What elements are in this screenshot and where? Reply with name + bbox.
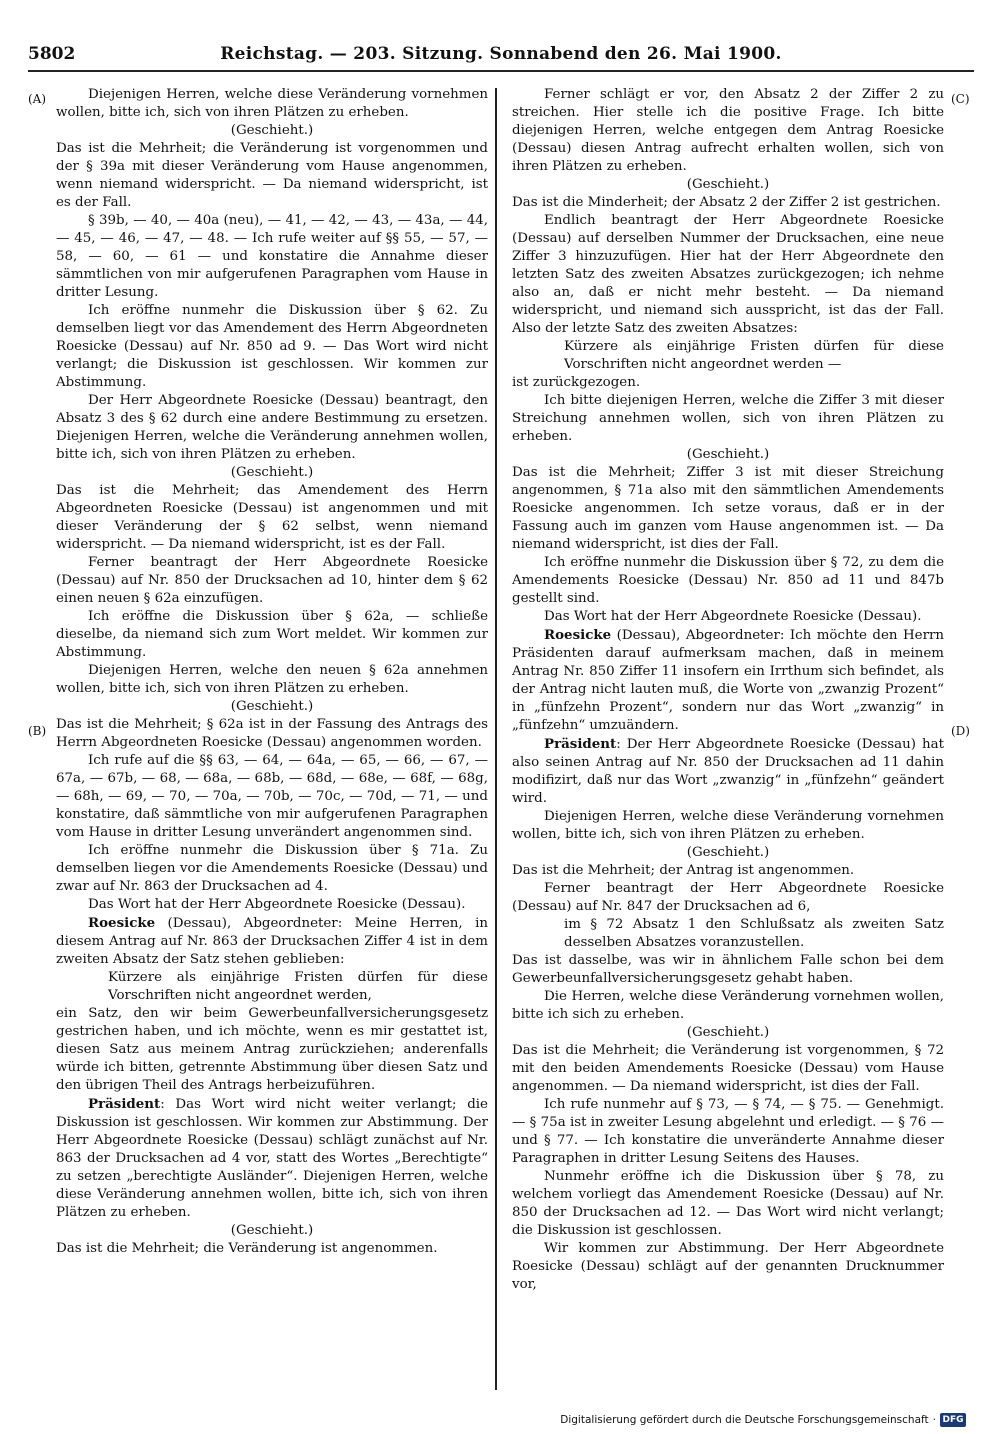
speaker-text: : Das Wort wird nicht weiter verlangt; die Diskussion ist geschlossen. Wir kommen zur Abstimmung. Der Herr Abgeordnete Roesicke (Dessau) schlägt zunächst auf Nr. 863 der Drucksachen ad 4 vor, statt des Wortes „Berechtigte“ zu setzen „berechtigte Ausländer“. Diejenigen Herren, welche diese Veränderung annehmen wollen, bitte ich, sich von ihren Plätzen zu erheben.	[56, 1097, 488, 1220]
stage-direction: (Geschieht.)	[686, 447, 770, 462]
stage-direction: (Geschieht.)	[686, 845, 770, 860]
paragraph: Diejenigen Herren, welche den neuen § 62a annehmen wollen, bitte ich, sich von ihren Plätzen zu erheben.	[56, 663, 488, 696]
speaker-name: Präsident	[88, 1096, 161, 1112]
dfg-logo-icon: DFG	[940, 1413, 966, 1427]
paragraph: Ich eröffne nunmehr die Diskussion über § 72, zu dem die Amendements Roesicke (Dessau) Nr. 850 ad 11 und 847b gestellt sind.	[512, 555, 944, 606]
speaker-text: : Der Herr Abgeordnete Roesicke (Dessau) hat also seinen Antrag auf Nr. 850 der Drucksachen ad 11 dahin modifizirt, daß nur das Wort „zwanzig“ in „fünfzehn“ geändert wird.	[512, 737, 944, 806]
stage-direction: (Geschieht.)	[230, 699, 314, 714]
paragraph: ein Satz, den wir beim Gewerbeunfallversicherungsgesetz gestrichen haben, und ich möchte, wenn es mir gestattet ist, diesen Satz aus meinem Antrag zurückziehen; anderenfalls würde ich bitten, getrennte Abstimmung über diesen Satz und den übrigen Theil des Antrags herbeizuführen.	[56, 1006, 488, 1093]
footer-separator: ·	[932, 1414, 936, 1426]
paragraph: Das ist die Mehrheit; die Veränderung ist vorgenommen, § 72 mit den beiden Amendements Roesicke (Dessau) vom Hause angenommen. — Da niemand widerspricht, ist dies der Fall.	[512, 1043, 944, 1094]
speaker-name: Roesicke	[88, 915, 156, 931]
paragraph: Das ist dasselbe, was wir in ähnlichem Falle schon bei dem Gewerbeunfallversicherungsgesetz gehabt haben.	[512, 953, 944, 986]
paragraph: Ich eröffne die Diskussion über § 62a, — schließe dieselbe, da niemand sich zum Wort meldet. Wir kommen zur Abstimmung.	[56, 609, 488, 660]
speaker-name: Roesicke	[544, 627, 612, 643]
paragraph: Nunmehr eröffne ich die Diskussion über § 78, zu welchem vorliegt das Amendement Roesicke (Dessau) auf Nr. 850 der Drucksachen ad 12. — Das Wort wird nicht verlangt; die Diskussion ist geschlossen.	[512, 1169, 944, 1238]
paragraph: ist zurückgezogen.	[512, 375, 641, 390]
speaker-name: Präsident	[544, 736, 617, 752]
paragraph: Das ist die Mehrheit; das Amendement des Herrn Abgeordneten Roesicke (Dessau) ist angenommen und mit dieser Veränderung der § 62 selbst, wenn niemand widerspricht. — Da niemand widerspricht, ist es der Fall.	[56, 483, 488, 552]
header-rule	[28, 70, 974, 72]
paragraph: Das ist die Mehrheit; die Veränderung ist vorgenommen und der § 39a mit dieser Veränderung vom Hause angenommen, wenn niemand widerspricht. — Da niemand widerspricht, ist es der Fall.	[56, 141, 488, 210]
paragraph: Ferner beantragt der Herr Abgeordnete Roesicke (Dessau) auf Nr. 847 der Drucksachen ad 6,	[512, 881, 944, 914]
page-title: Reichstag. — 203. Sitzung. Sonnabend den 26. Mai 1900.	[220, 44, 782, 64]
speaker-paragraph	[512, 626, 944, 735]
page-number: 5802	[28, 44, 76, 64]
paragraph: Ich rufe nunmehr auf § 73, — § 74, — § 75. — Genehmigt. — § 75a ist in zweiter Lesung abgelehnt und erledigt. — § 76 — und § 77. — Ich konstatire die unveränderte Annahme dieser Paragraphen in dritter Lesung Seitens des Hauses.	[512, 1097, 944, 1166]
quoted-clause: Kürzere als einjährige Fristen dürfen für diese Vorschriften nicht angeordnet werden —	[564, 339, 944, 372]
footer-text: Digitalisierung gefördert durch die Deutsche Forschungsgemeinschaft	[560, 1414, 929, 1426]
speaker-paragraph	[56, 914, 488, 969]
paragraph: § 39b, — 40, — 40a (neu), — 41, — 42, — 43, — 43a, — 44, — 45, — 46, — 47, — 48. — Ich rufe weiter auf §§ 55, — 57, — 58, — 60, — 61 — und konstatire die Annahme dieser sämmtlichen von mir aufgerufenen Paragraphen vom Hause in dritter Lesung.	[56, 213, 488, 300]
column-divider	[495, 88, 497, 1390]
margin-mark-b: (B)	[28, 724, 47, 738]
paragraph: Das ist die Minderheit; der Absatz 2 der Ziffer 2 ist gestrichen.	[512, 195, 941, 210]
paragraph: Diejenigen Herren, welche diese Veränderung vornehmen wollen, bitte ich, sich von ihren Plätzen zu erheben.	[512, 809, 944, 842]
paragraph: Ich bitte diejenigen Herren, welche die Ziffer 3 mit dieser Streichung annehmen wollen, sich von ihren Plätzen zu erheben.	[512, 393, 944, 444]
paragraph: Das ist die Mehrheit; § 62a ist in der Fassung des Antrags des Herrn Abgeordneten Roesicke (Dessau) angenommen worden.	[56, 717, 488, 750]
paragraph: Das ist die Mehrheit; die Veränderung ist angenommen.	[56, 1241, 438, 1256]
paragraph: Ich eröffne nunmehr die Diskussion über § 71a. Zu demselben liegen vor die Amendements Roesicke (Dessau) und zwar auf Nr. 863 der Drucksachen ad 4.	[56, 843, 488, 894]
speaker-paragraph	[56, 1095, 488, 1222]
paragraph: Der Herr Abgeordnete Roesicke (Dessau) beantragt, den Absatz 3 des § 62 durch eine andere Bestimmung zu ersetzen. Diejenigen Herren, welche die Veränderung annehmen wollen, bitte ich, sich von ihren Plätzen zu erheben.	[56, 393, 488, 462]
left-column	[56, 86, 488, 1258]
quoted-clause: im § 72 Absatz 1 den Schlußsatz als zweiten Satz desselben Absatzes voranzustellen.	[564, 917, 944, 950]
right-column	[512, 86, 944, 1294]
paragraph: Das ist die Mehrheit; Ziffer 3 ist mit dieser Streichung angenommen, § 71a also mit den sämmtlichen Amendements Roesicke angenommen. Ich setze voraus, daß er in der Fassung auch im ganzen vom Hause angenommen ist. — Da niemand widerspricht, ist dies der Fall.	[512, 465, 944, 552]
stage-direction: (Geschieht.)	[230, 1223, 314, 1238]
footer-credit	[560, 1412, 966, 1428]
margin-mark-c: (C)	[951, 92, 970, 106]
paragraph: Die Herren, welche diese Veränderung vornehmen wollen, bitte ich sich zu erheben.	[512, 989, 944, 1022]
page-header	[28, 40, 974, 74]
paragraph: Diejenigen Herren, welche diese Veränderung vornehmen wollen, bitte ich, sich von ihren Plätzen zu erheben.	[56, 87, 488, 120]
stage-direction: (Geschieht.)	[230, 123, 314, 138]
paragraph: Endlich beantragt der Herr Abgeordnete Roesicke (Dessau) auf derselben Nummer der Drucksachen, eine neue Ziffer 3 hinzuzufügen. Hier hat der Herr Abgeordnete den letzten Satz des zweiten Absatzes zurückgezogen; ich nehme also an, daß er nicht mehr besteht. — Da niemand widerspricht, und niemand sich ausspricht, ist das der Fall. Also der letzte Satz des zweiten Absatzes:	[512, 213, 944, 336]
paragraph: Das ist die Mehrheit; der Antrag ist angenommen.	[512, 863, 855, 878]
paragraph: Ich eröffne nunmehr die Diskussion über § 62. Zu demselben liegt vor das Amendement des Herrn Abgeordneten Roesicke (Dessau) auf Nr. 850 ad 9. — Das Wort wird nicht verlangt; die Diskussion ist geschlossen. Wir kommen zur Abstimmung.	[56, 303, 488, 390]
paragraph: Das Wort hat der Herr Abgeordnete Roesicke (Dessau).	[544, 609, 922, 624]
speaker-text: (Dessau), Abgeordneter: Meine Herren, in diesem Antrag auf Nr. 863 der Drucksachen Ziffer 4 ist in dem zweiten Absatz der Satz stehen geblieben:	[56, 916, 488, 967]
stage-direction: (Geschieht.)	[230, 465, 314, 480]
margin-mark-a: (A)	[28, 92, 47, 106]
stage-direction: (Geschieht.)	[686, 177, 770, 192]
paragraph: Ich rufe auf die §§ 63, — 64, — 64a, — 65, — 66, — 67, — 67a, — 67b, — 68, — 68a, — 68b, — 68d, — 68e, — 68f, — 68g, — 68h, — 69, — 70, — 70a, — 70b, — 70c, — 70d, — 71, — und konstatire, daß sämmtliche von mir aufgerufenen Paragraphen vom Hause in dritter Lesung unverändert angenommen sind.	[56, 753, 488, 840]
paragraph: Wir kommen zur Abstimmung. Der Herr Abgeordnete Roesicke (Dessau) schlägt auf der genannten Drucknummer vor,	[512, 1241, 944, 1292]
margin-mark-d: (D)	[951, 724, 970, 738]
quoted-clause: Kürzere als einjährige Fristen dürfen für diese Vorschriften nicht angeordnet werden,	[108, 970, 488, 1003]
paragraph: Das Wort hat der Herr Abgeordnete Roesicke (Dessau).	[88, 897, 466, 912]
stage-direction: (Geschieht.)	[686, 1025, 770, 1040]
speaker-paragraph	[512, 735, 944, 808]
paragraph: Ferner beantragt der Herr Abgeordnete Roesicke (Dessau) auf Nr. 850 der Drucksachen ad 10, hinter dem § 62 einen neuen § 62a einzufügen.	[56, 555, 488, 606]
paragraph: Ferner schlägt er vor, den Absatz 2 der Ziffer 2 zu streichen. Hier stelle ich die positive Frage. Ich bitte diejenigen Herren, welche entgegen dem Antrag Roesicke (Dessau) diesen Antrag aufrecht erhalten wollen, sich von ihren Plätzen zu erheben.	[512, 87, 944, 174]
speaker-text: (Dessau), Abgeordneter: Ich möchte den Herrn Präsidenten darauf aufmerksam machen, daß in meinem Antrag Nr. 850 Ziffer 11 insofern ein Irrthum sich befindet, als der Antrag nicht lauten muß, die Worte von „zwanzig Prozent“ in „fünfzehn Prozent“, sondern nur das Wort „zwanzig“ in „fünfzehn“ umzuändern.	[512, 628, 944, 733]
